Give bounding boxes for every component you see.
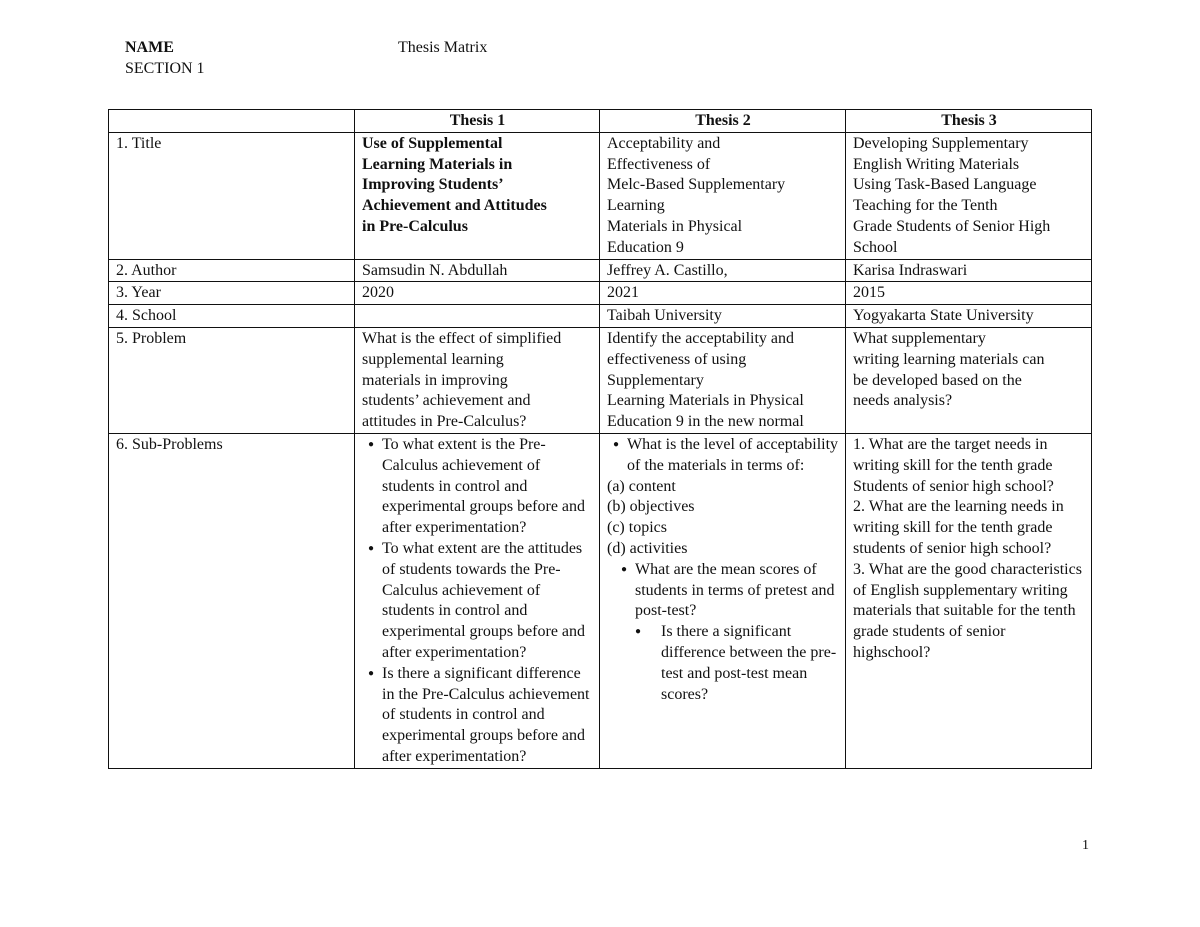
- table-row-school: [109, 305, 1092, 328]
- thesis2-year: 2021: [600, 282, 846, 305]
- subproblem-item: ● Is there a significant difference between the pre-test and post-test mean scores?: [635, 622, 839, 705]
- title-line: in Pre-Calculus: [362, 217, 468, 235]
- title-line: Achievement and Attitudes: [362, 197, 547, 215]
- title-line: Effectiveness of: [607, 155, 711, 173]
- subproblem-list: [607, 435, 839, 477]
- title-line: Grade Students of Senior High: [853, 217, 1051, 235]
- problem-line: Education 9 in the new normal: [607, 413, 804, 431]
- thesis1-school: [355, 305, 600, 328]
- row-label-year: 3. Year: [109, 282, 355, 305]
- column-header-thesis-1: Thesis 1: [355, 110, 600, 133]
- subproblem-item: ● To what extent is the Pre-Calculus achievement of students in control and experimental groups before and after experimentation?: [362, 435, 593, 539]
- thesis1-title: [355, 132, 600, 259]
- subproblem-item: ● What are the mean scores of students in terms of pretest and post-test?: [615, 560, 839, 622]
- section-label: SECTION 1: [125, 60, 205, 77]
- problem-line: writing learning materials can: [853, 350, 1045, 368]
- table-row-author: [109, 259, 1092, 282]
- thesis2-problem: [600, 327, 846, 433]
- problem-line: attitudes in Pre-Calculus?: [362, 413, 527, 431]
- row-label-problem: 5. Problem: [109, 327, 355, 433]
- subproblem-list: [635, 622, 839, 705]
- problem-line: supplemental learning: [362, 350, 504, 368]
- title-line: English Writing Materials: [853, 155, 1020, 173]
- title-line: Melc-Based Supplementary: [607, 176, 786, 194]
- option-item: (a) content: [607, 477, 676, 495]
- subproblem-item: ● What is the level of acceptability of the materials in terms of:: [607, 435, 839, 477]
- problem-line: needs analysis?: [853, 392, 953, 410]
- row-label-school: 4. School: [109, 305, 355, 328]
- option-item: (d) activities: [607, 539, 688, 557]
- subproblem-item: ● To what extent are the attitudes of students towards the Pre-Calculus achievement of students in control and experimental groups before and after experimentation?: [362, 539, 593, 664]
- option-item: (b) objectives: [607, 498, 695, 516]
- name-label: NAME: [125, 39, 174, 56]
- subproblem-item: ● Is there a significant difference in the Pre-Calculus achievement of students in control and experimental groups before and after experimentation?: [362, 664, 593, 768]
- title-line: Developing Supplementary: [853, 134, 1029, 152]
- subproblem-list: [615, 560, 839, 622]
- thesis3-author: Karisa Indraswari: [846, 259, 1092, 282]
- subproblem-item: 3. What are the good characteristics of English supplementary writing materials that suitable for the tenth grade students of senior highschool?: [853, 560, 1082, 661]
- row-label-subproblems: 6. Sub-Problems: [109, 433, 355, 768]
- title-line: Use of Supplemental: [362, 134, 503, 152]
- table-row-year: [109, 282, 1092, 305]
- title-line: Materials in Physical: [607, 217, 743, 235]
- table-row-subproblems: [109, 433, 1092, 768]
- subproblem-item: 1. What are the target needs in writing skill for the tenth grade Students of senior high school?: [853, 435, 1054, 495]
- table-row-problem: [109, 327, 1092, 433]
- page-number: 1: [1082, 838, 1089, 853]
- problem-line: be developed based on the: [853, 371, 1022, 389]
- title-line: Using Task-Based Language: [853, 176, 1037, 194]
- title-line: School: [853, 238, 898, 256]
- title-line: Learning: [607, 197, 665, 215]
- column-header-empty: [109, 110, 355, 133]
- thesis2-subproblems: [600, 433, 846, 768]
- option-list: [607, 477, 839, 560]
- thesis2-title: [600, 132, 846, 259]
- problem-line: What is the effect of simplified: [362, 329, 562, 347]
- problem-line: What supplementary: [853, 329, 986, 347]
- thesis2-school: Taibah University: [600, 305, 846, 328]
- title-line: Improving Students’: [362, 176, 504, 194]
- title-line: Education 9: [607, 238, 684, 256]
- problem-line: Supplementary: [607, 371, 704, 389]
- thesis3-school: Yogyakarta State University: [846, 305, 1092, 328]
- title-line: Learning Materials in: [362, 155, 513, 173]
- thesis3-subproblems: [846, 433, 1092, 768]
- thesis1-author: Samsudin N. Abdullah: [355, 259, 600, 282]
- column-header-thesis-2: Thesis 2: [600, 110, 846, 133]
- problem-line: effectiveness of using: [607, 350, 747, 368]
- problem-line: students’ achievement and: [362, 392, 531, 410]
- option-item: (c) topics: [607, 519, 667, 537]
- title-line: Teaching for the Tenth: [853, 197, 998, 215]
- table-row-title: [109, 132, 1092, 259]
- thesis1-subproblems: [355, 433, 600, 768]
- table-header-row: [109, 110, 1092, 133]
- document-title: Thesis Matrix: [398, 39, 488, 56]
- thesis3-year: 2015: [846, 282, 1092, 305]
- problem-line: materials in improving: [362, 371, 508, 389]
- thesis1-problem: [355, 327, 600, 433]
- row-label-author: 2. Author: [109, 259, 355, 282]
- thesis2-author: Jeffrey A. Castillo,: [600, 259, 846, 282]
- thesis-matrix-table: [108, 109, 1092, 769]
- problem-line: Learning Materials in Physical: [607, 392, 804, 410]
- thesis3-title: [846, 132, 1092, 259]
- subproblem-list: [362, 435, 593, 768]
- title-line: Acceptability and: [607, 134, 721, 152]
- subproblem-item: 2. What are the learning needs in writing skill for the tenth grade students of senior high school?: [853, 498, 1064, 557]
- row-label-title: 1. Title: [109, 132, 355, 259]
- thesis3-problem: [846, 327, 1092, 433]
- column-header-thesis-3: Thesis 3: [846, 110, 1092, 133]
- problem-line: Identify the acceptability and: [607, 329, 795, 347]
- thesis1-year: 2020: [355, 282, 600, 305]
